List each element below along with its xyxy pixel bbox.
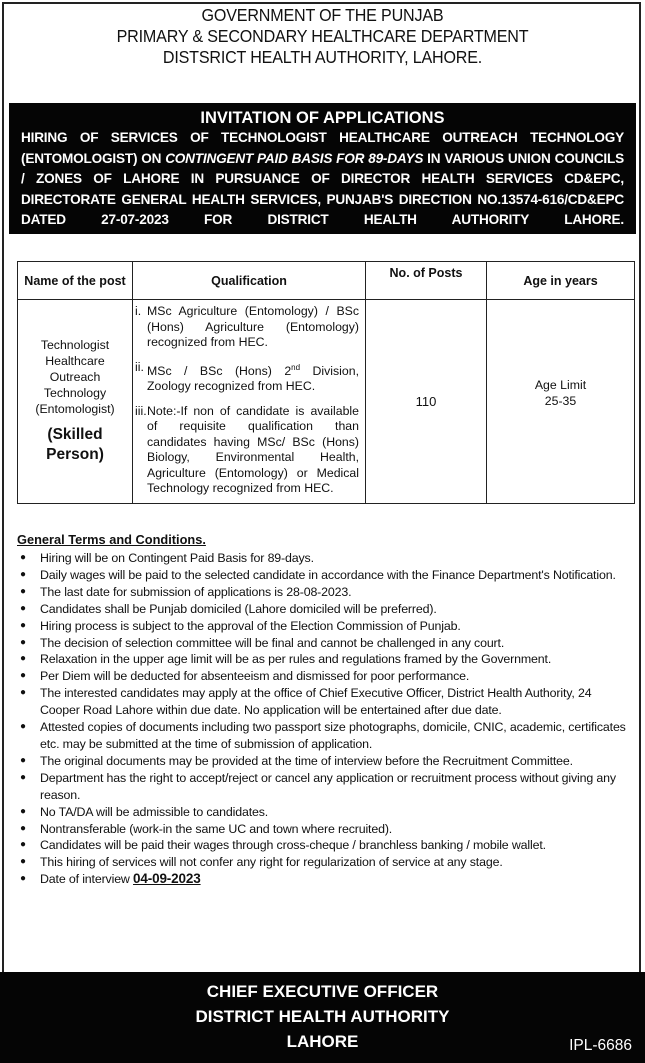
bullet-icon: ● — [20, 568, 26, 580]
terms-item — [17, 618, 629, 635]
post-name-line: (Entomologist) — [35, 402, 115, 417]
qualification-item — [135, 360, 359, 395]
bullet-icon: ● — [20, 552, 26, 563]
terms-section — [17, 532, 629, 888]
terms-item-text: Candidates shall be Punjab domiciled (Lahore domiciled will be preferred). — [40, 601, 437, 616]
terms-item-text: The original documents may be provided at the time of interview before the Recruitment Committee. — [40, 753, 573, 768]
post-name-line: Technologist — [40, 338, 110, 353]
footer-city: LAHORE — [286, 1032, 359, 1051]
terms-item — [17, 668, 629, 685]
post-name-line: Healthcare — [45, 354, 105, 369]
table-header-row — [18, 262, 635, 300]
terms-item — [17, 821, 629, 838]
terms-item — [17, 635, 629, 652]
age-range: 25-35 — [544, 393, 577, 408]
posts-table — [17, 261, 635, 504]
document-header — [26, 5, 619, 68]
terms-item-text: This hiring of services will not confer any right for regularization of service at any stage. — [40, 855, 503, 870]
qualification-number: ii. — [135, 359, 144, 374]
post-name-line: Outreach — [49, 370, 101, 385]
bullet-icon: ● — [20, 822, 26, 834]
terms-item — [17, 837, 629, 854]
qualification-item — [135, 404, 359, 497]
header-authority: DISTSRICT HEALTH AUTHORITY, LAHORE. — [162, 47, 483, 67]
interview-date: 04-09-2023 — [133, 871, 201, 887]
invitation-text-part1: HIRING OF SERVICES OF TECHNOLOGIST HEALTHCARE OUTREACH TECHNOLOGY (ENTOMOLOGIST) ON — [21, 130, 624, 166]
bullet-icon: ● — [20, 754, 26, 766]
terms-item — [17, 753, 629, 770]
bullet-icon: ● — [20, 805, 26, 817]
terms-item-text: No TA/DA will be admissible to candidates. — [40, 804, 269, 819]
qualification-text: Note:-If non of candidate is available of requisite qualification than candidates having MSc/ BSc (Hons) Biology, Environmental Health, Agriculture (Entomology) or Medical Technology recognized from HEC. — [147, 403, 359, 496]
terms-item — [17, 770, 629, 804]
qualification-text-before: MSc / BSc (Hons) 2 — [147, 363, 292, 378]
terms-item-text: Relaxation in the upper age limit will be as per rules and regulations framed by the Government. — [40, 652, 552, 667]
terms-item-text: Daily wages will be paid to the selected candidate in accordance with the Finance Department's Notification. — [40, 567, 616, 582]
table-row — [18, 300, 635, 504]
invitation-text-part2: IN VARIOUS UNION COUNCILS / ZONES OF LAHORE IN PURSUANCE OF DIRECTOR HEALTH SERVICES CD&EPC, DIRECTORATE GENERAL HEALTH SERVICES, PUNJAB'S DIRECTION NO.13574-616/CD&EPC DATED 27-07-2023 FOR DISTRICT HEALTH AUTHORITY LAHORE. — [21, 150, 624, 227]
col-header-age: Age in years — [487, 262, 635, 300]
terms-item-text: Hiring will be on Contingent Paid Basis for 89-days. — [40, 551, 314, 565]
terms-list — [17, 550, 629, 888]
terms-item — [17, 567, 629, 584]
bullet-icon: ● — [20, 687, 26, 699]
bullet-icon: ● — [20, 670, 26, 682]
post-category: (Skilled Person) — [46, 426, 104, 464]
header-department: PRIMARY & SECONDARY HEALTHCARE DEPARTMENT — [116, 26, 529, 46]
bullet-icon: ● — [20, 856, 26, 868]
invitation-body — [21, 128, 624, 231]
col-header-post-name: Name of the post — [18, 262, 133, 300]
col-header-num-posts: No. of Posts — [366, 262, 487, 300]
terms-item — [17, 719, 629, 753]
terms-item — [17, 601, 629, 618]
ordinal-suffix: nd — [291, 362, 301, 372]
terms-item-text: The interested candidates may apply at the office of Chief Executive Officer, District Health Authority, 24 Cooper Road Lahore within due date. No application will be entertained after due date. — [40, 686, 592, 718]
terms-item-text: Department has the right to accept/reject or cancel any application or recruitment process without giving any reason. — [40, 770, 616, 802]
terms-item — [17, 804, 629, 821]
bullet-icon: ● — [20, 721, 26, 733]
advertisement-code: IPL-6686 — [569, 1037, 632, 1054]
post-name-cell — [18, 300, 133, 504]
invitation-banner — [9, 103, 636, 234]
terms-item-text: Per Diem will be deducted for absenteeism and dismissed for poor performance. — [40, 669, 470, 684]
qualification-text: MSc Agriculture (Entomology) / BSc (Hons) Agriculture (Entomology) recognized from HEC. — [147, 304, 359, 349]
terms-item-interview — [17, 871, 629, 888]
bullet-icon: ● — [20, 636, 26, 648]
footer-signatory — [0, 979, 645, 1054]
terms-item — [17, 550, 629, 567]
bullet-icon: ● — [20, 602, 26, 614]
qualification-number: iii. — [135, 403, 147, 418]
terms-item — [17, 854, 629, 871]
bullet-icon: ● — [20, 873, 26, 885]
terms-item-text: Nontransferable (work-in the same UC and town where recruited). — [40, 821, 393, 836]
post-name-line: Technology — [43, 386, 107, 401]
bullet-icon: ● — [20, 839, 26, 851]
terms-item-text: Candidates will be paid their wages through cross-cheque / branchless banking / mobile wallet. — [40, 838, 546, 853]
footer-authority: DISTRICT HEALTH AUTHORITY — [195, 1007, 450, 1026]
invitation-emphasis: CONTINGENT PAID BASIS FOR 89-DAYS — [165, 150, 424, 166]
signature-footer — [0, 972, 645, 1063]
terms-item — [17, 651, 629, 668]
qualification-text-after: Division, Zoology recognized from HEC. — [147, 363, 359, 394]
qualification-number: i. — [135, 304, 142, 318]
bullet-icon: ● — [20, 771, 26, 783]
terms-item-text: The last date for submission of applications is 28-08-2023. — [40, 584, 352, 599]
qualification-text — [147, 360, 359, 395]
age-cell — [487, 300, 635, 504]
terms-item-text: Hiring process is subject to the approval of the Election Commission of Punjab. — [40, 618, 461, 633]
age-label: Age Limit — [534, 377, 587, 392]
terms-item — [17, 584, 629, 601]
num-posts-cell: 110 — [366, 300, 487, 504]
qualification-cell — [133, 300, 366, 504]
header-government: GOVERNMENT OF THE PUNJAB — [201, 5, 444, 25]
footer-title: CHIEF EXECUTIVE OFFICER — [206, 982, 439, 1001]
terms-item — [17, 685, 629, 719]
bullet-icon: ● — [20, 585, 26, 597]
invitation-title: INVITATION OF APPLICATIONS — [200, 109, 445, 127]
qualification-item — [135, 304, 359, 351]
interview-label: Date of interview — [40, 872, 134, 887]
bullet-icon: ● — [20, 619, 26, 631]
bullet-icon: ● — [20, 653, 26, 665]
col-header-qualification: Qualification — [133, 262, 366, 300]
terms-item-text: The decision of selection committee will be final and cannot be challenged in any court. — [40, 635, 505, 650]
terms-item-text: Attested copies of documents including two passport size photographs, domicile, CNIC, academic, certificates etc. may be submitted at the time of submission of application. — [40, 720, 626, 751]
terms-title: General Terms and Conditions. — [17, 532, 206, 547]
